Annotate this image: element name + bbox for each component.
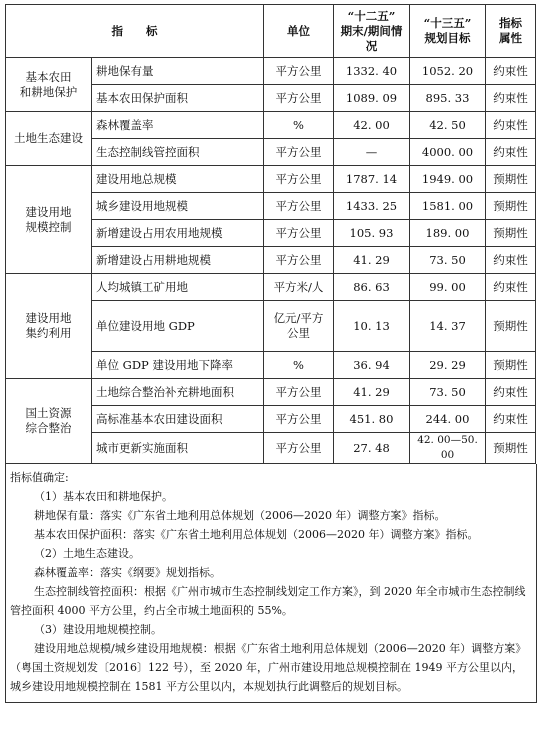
- value-12th: 1433. 25: [334, 193, 410, 220]
- table-row: [6, 379, 536, 406]
- indicator-name: 新增建设占用农用地规模: [92, 220, 264, 247]
- indicator-name: 土地综合整治补充耕地面积: [92, 379, 264, 406]
- attribute-cell: 预期性: [486, 193, 536, 220]
- value-13th: 73. 50: [410, 379, 486, 406]
- value-13th: 14. 37: [410, 301, 486, 352]
- value-12th: 1089. 09: [334, 85, 410, 112]
- unit-cell: 平方公里: [264, 139, 334, 166]
- category-cell: [6, 166, 92, 274]
- note-item: 森林覆盖率：落实《纲要》规划指标。: [34, 566, 221, 579]
- unit-cell: %: [264, 112, 334, 139]
- category-line2: 综合整治: [25, 421, 72, 435]
- unit-cell: 平方公里: [264, 433, 334, 464]
- value-13th: 29. 29: [410, 352, 486, 379]
- table-row: [6, 112, 536, 139]
- table-header-row: [6, 5, 536, 58]
- category-cell: [6, 112, 92, 166]
- category-cell: [6, 379, 92, 464]
- value-13th: 99. 00: [410, 274, 486, 301]
- header-attribute-line1: 指标: [499, 16, 522, 30]
- note-item: 生态控制线管控面积：根据《广州市城市生态控制线划定工作方案》，到 2020 年全市城市生态控制线管控面积 4000 平方公里，约占全市城土地面积的 55%。: [10, 585, 526, 617]
- attribute-cell: 约束性: [486, 139, 536, 166]
- header-12th-plan: [334, 5, 410, 58]
- category-cell: [6, 274, 92, 379]
- indicator-name: 高标准基本农田建设面积: [92, 406, 264, 433]
- unit-cell: 平方公里: [264, 85, 334, 112]
- attribute-cell: 约束性: [486, 247, 536, 274]
- category-line1: 土地生态建设: [14, 131, 83, 145]
- value-13th: 4000. 00: [410, 139, 486, 166]
- header-unit: 单位: [264, 5, 334, 58]
- indicator-name: 生态控制线管控面积: [92, 139, 264, 166]
- note-item: 基本农田保护面积：落实《广东省土地利用总体规划（2006—2020 年）调整方案》指标。: [34, 528, 479, 541]
- note-item: （3）建设用地规模控制。: [34, 623, 162, 636]
- unit-cell: 平方公里: [264, 406, 334, 433]
- value-12th: 1332. 40: [334, 58, 410, 85]
- value-13th: 1581. 00: [410, 193, 486, 220]
- attribute-cell: 约束性: [486, 85, 536, 112]
- indicator-name: 城市更新实施面积: [92, 433, 264, 464]
- unit-cell: %: [264, 352, 334, 379]
- unit-cell: 平方公里: [264, 58, 334, 85]
- header-12th-plan-line1: “十二五”: [347, 8, 396, 23]
- header-13th-plan: [410, 5, 486, 58]
- unit-cell: 平方公里: [264, 247, 334, 274]
- category-line2: 规模控制: [25, 219, 72, 234]
- value-13th: 42. 50: [410, 112, 486, 139]
- note-item: 耕地保有量：落实《广东省土地利用总体规划（2006—2020 年）调整方案》指标。: [34, 509, 446, 522]
- header-13th-plan-line2: 规划目标: [424, 31, 471, 45]
- category-line2: 集约利用: [25, 326, 72, 340]
- category-line1: 建设用地: [25, 311, 72, 325]
- note-item: 建设用地总规模/城乡建设用地规模：根据《广东省土地利用总体规划（2006—2020 年）调整方案》（粤国土资规划发〔2016〕122 号），至 2020 年，广州市建设用地总规模控制在 1949 平方公里以内，城乡建设用地规模控制在 1581 平方公里以内，本规划执行此调整后的规划目标。: [10, 642, 527, 693]
- value-12th: 27. 48: [334, 433, 410, 464]
- header-12th-plan-line2: 期末/期间情况: [340, 23, 403, 53]
- header-indicator: 指 标: [6, 5, 264, 58]
- table-row: [6, 274, 536, 301]
- value-12th: 10. 13: [334, 301, 410, 352]
- value-12th: 36. 94: [334, 352, 410, 379]
- indicator-name: 城乡建设用地规模: [92, 193, 264, 220]
- table-row: [6, 58, 536, 85]
- category-line2: 和耕地保护: [19, 84, 78, 99]
- value-12th: 105. 93: [334, 220, 410, 247]
- document-page: [5, 4, 535, 703]
- value-13th: 189. 00: [410, 220, 486, 247]
- header-13th-plan-line1: “十三五”: [423, 16, 472, 30]
- attribute-cell: 约束性: [486, 379, 536, 406]
- attribute-cell: 预期性: [486, 301, 536, 352]
- category-cell: [6, 58, 92, 112]
- value-13th: 1949. 00: [410, 166, 486, 193]
- unit-cell: 平方公里: [264, 193, 334, 220]
- value-13th: 244. 00: [410, 406, 486, 433]
- value-13th: 1052. 20: [410, 58, 486, 85]
- indicator-name: 基本农田保护面积: [92, 85, 264, 112]
- value-13th: 895. 33: [410, 85, 486, 112]
- indicator-name: 新增建设占用耕地规模: [92, 247, 264, 274]
- attribute-cell: 预期性: [486, 220, 536, 247]
- indicator-name: 耕地保有量: [92, 58, 264, 85]
- value-12th: 41. 29: [334, 379, 410, 406]
- header-attribute: [486, 5, 536, 58]
- value-13th: 42. 00—50. 00: [410, 433, 486, 464]
- indicator-table: [5, 4, 536, 464]
- note-item: （2）土地生态建设。: [34, 547, 140, 560]
- attribute-cell: 预期性: [486, 433, 536, 464]
- indicator-name: 单位 GDP 建设用地下降率: [92, 352, 264, 379]
- table-row: [6, 166, 536, 193]
- value-13th: 73. 50: [410, 247, 486, 274]
- header-attribute-line2: 属性: [499, 31, 522, 45]
- value-12th: 1787. 14: [334, 166, 410, 193]
- unit-cell: 平方公里: [264, 166, 334, 193]
- attribute-cell: 约束性: [486, 274, 536, 301]
- attribute-cell: 预期性: [486, 352, 536, 379]
- attribute-cell: 约束性: [486, 58, 536, 85]
- value-12th: —: [334, 139, 410, 166]
- indicator-name: 建设用地总规模: [92, 166, 264, 193]
- attribute-cell: 约束性: [486, 112, 536, 139]
- category-line1: 建设用地: [25, 204, 72, 219]
- unit-cell: 平方公里: [264, 379, 334, 406]
- indicator-name: 人均城镇工矿用地: [92, 274, 264, 301]
- note-item: （1）基本农田和耕地保护。: [34, 490, 173, 503]
- indicator-name: 单位建设用地 GDP: [92, 301, 264, 352]
- category-line1: 基本农田: [25, 69, 72, 84]
- unit-cell: 亿元/平方公里: [264, 301, 334, 352]
- value-12th: 42. 00: [334, 112, 410, 139]
- unit-cell: 平方公里: [264, 220, 334, 247]
- notes-title: 指标值确定:: [10, 471, 69, 484]
- notes-section: [5, 464, 537, 703]
- attribute-cell: 预期性: [486, 166, 536, 193]
- value-12th: 41. 29: [334, 247, 410, 274]
- value-12th: 86. 63: [334, 274, 410, 301]
- unit-cell: 平方米/人: [264, 274, 334, 301]
- value-12th: 451. 80: [334, 406, 410, 433]
- attribute-cell: 约束性: [486, 406, 536, 433]
- category-line1: 国土资源: [25, 406, 72, 420]
- indicator-name: 森林覆盖率: [92, 112, 264, 139]
